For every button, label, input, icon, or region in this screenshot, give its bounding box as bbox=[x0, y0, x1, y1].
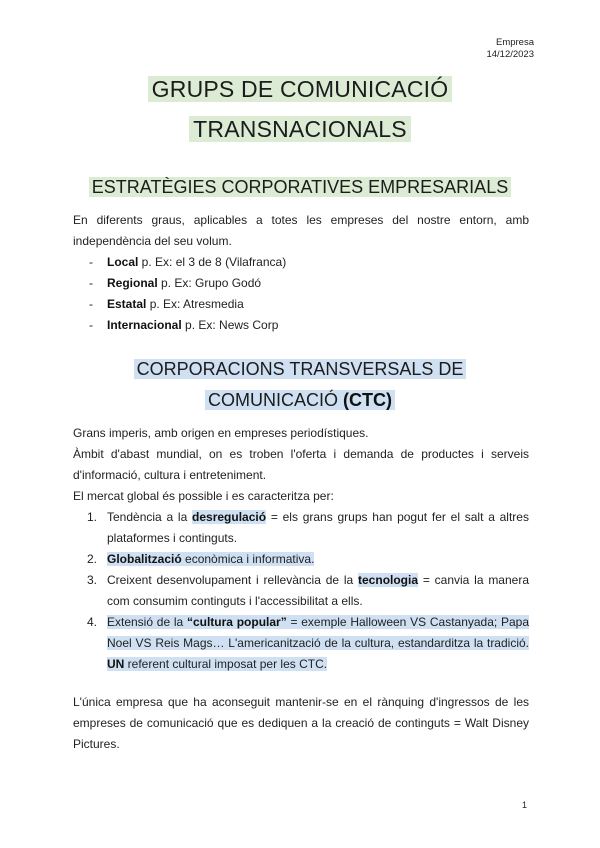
ctc-paragraph-2: Àmbit d'abast mundial, on es troben l'oferta i demanda de productes i serveis d'informació, cultura i entreteniment. bbox=[73, 447, 529, 482]
section-heading-ctc-line-2: COMUNICACIÓ (CTC) bbox=[0, 390, 600, 411]
list-item: - Regional p. Ex: Grupo Godó bbox=[89, 276, 262, 290]
list-item: - Estatal p. Ex: Atresmedia bbox=[89, 297, 244, 311]
list-item: - Local p. Ex: el 3 de 8 (Vilafranca) bbox=[89, 255, 287, 269]
list-item: 3. Creixent desenvolupament i rellevància de la tecnologia = canvia la manera com consumim continguts i l'accessibilitat a ells. bbox=[87, 573, 530, 608]
list-item: 2. Globalització econòmica i informativa. bbox=[87, 552, 315, 566]
document-title-line-1: GRUPS DE COMUNICACIÓ bbox=[0, 76, 600, 103]
page-header bbox=[486, 37, 534, 61]
strategies-list bbox=[73, 252, 533, 336]
strategies-intro: En diferents graus, aplicables a totes les empreses del nostre entorn, amb independència del seu volum. bbox=[73, 213, 529, 248]
closing-paragraph: L'única empresa que ha aconseguit mantenir-se en el rànquing d'ingressos de les empreses de comunicació que es dediquen a la creació de continguts = Walt Disney Pictures. bbox=[73, 695, 529, 751]
list-item: - Internacional p. Ex: News Corp bbox=[89, 318, 279, 332]
ctc-paragraph-3: El mercat global és possible i es caracteritza per: bbox=[73, 489, 334, 503]
page-number: 1 bbox=[521, 800, 527, 810]
section-heading-ctc-line-1: CORPORACIONS TRANSVERSALS DE bbox=[0, 359, 600, 380]
list-item: 4. Extensió de la “cultura popular” = exemple Halloween VS Castanyada; Papa Noel VS Reis Mags… L'americanització de la cultura, estandarditza la tradició. UN referent cultural imposat per les CTC. bbox=[87, 615, 530, 671]
ctc-paragraph-1: Grans imperis, amb origen en empreses periodístiques. bbox=[73, 426, 369, 440]
ctc-characteristics-list bbox=[87, 507, 529, 675]
header-subject: Empresa bbox=[495, 37, 534, 48]
document-title-line-2: TRANSNACIONALS bbox=[0, 116, 600, 143]
section-heading-strategies: ESTRATÈGIES CORPORATIVES EMPRESARIALS bbox=[0, 177, 600, 198]
header-date: 14/12/2023 bbox=[486, 49, 534, 60]
list-item: 1. Tendència a la desregulació = els grans grups han pogut fer el salt a altres plataformes i continguts. bbox=[87, 510, 529, 545]
